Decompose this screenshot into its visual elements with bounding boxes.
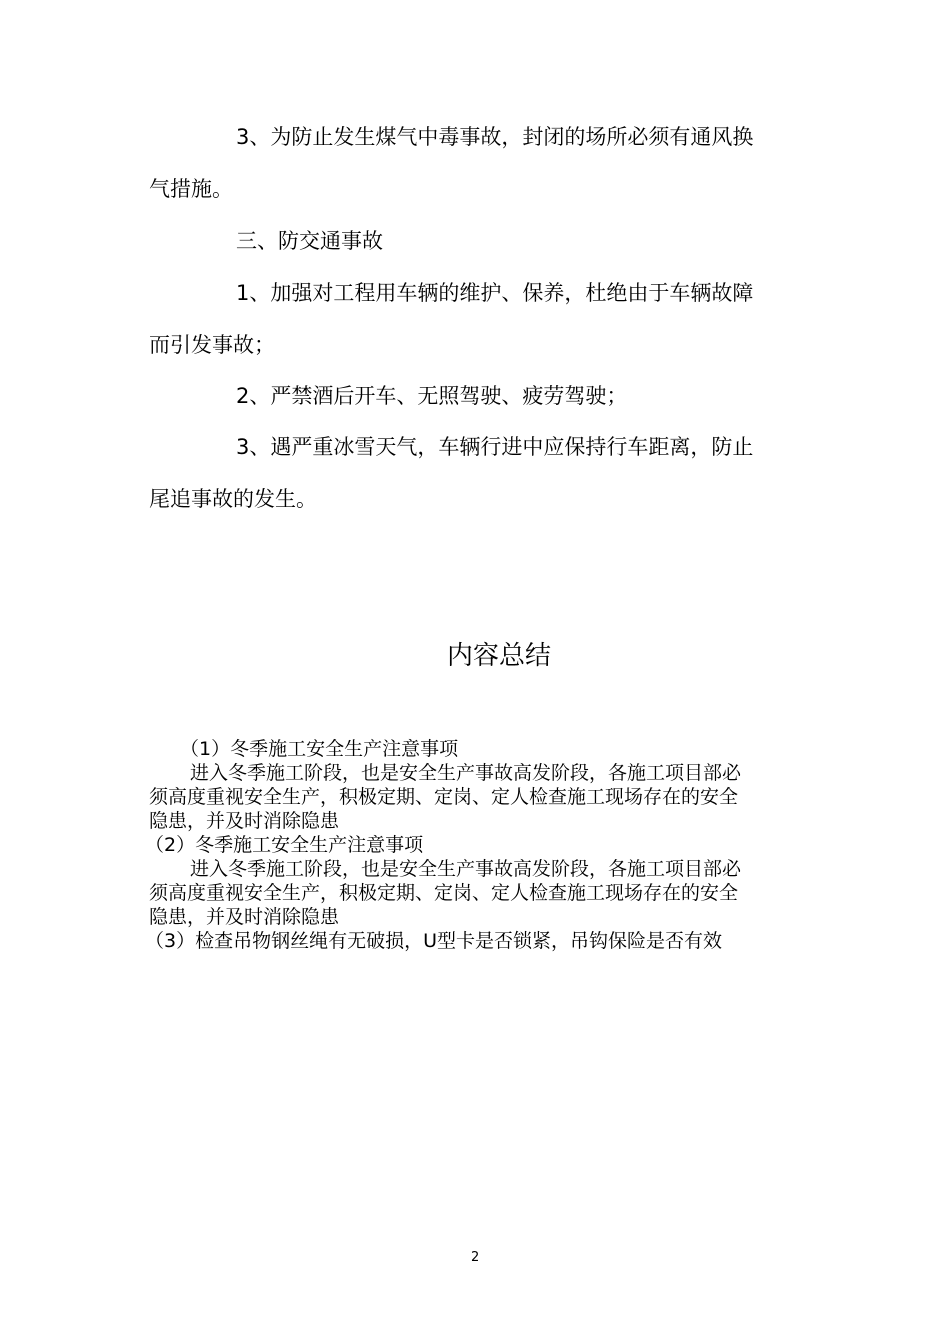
summary-line-9: （3）检查吊物钢丝绳有无破损，U型卡是否锁紧，吊钩保险是否有效: [145, 930, 722, 952]
body-line-5: 而引发事故；: [149, 333, 275, 357]
summary-line-3: 须高度重视安全生产，积极定期、定岗、定人检查施工现场存在的安全: [149, 786, 739, 808]
summary-line-2: 进入冬季施工阶段，也是安全生产事故高发阶段，各施工项目部必: [190, 762, 742, 784]
body-line-6: 2、严禁酒后开车、无照驾驶、疲劳驾驶；: [236, 384, 628, 408]
summary-line-7: 须高度重视安全生产，积极定期、定岗、定人检查施工现场存在的安全: [149, 882, 739, 904]
summary-title: 内容总结: [447, 641, 552, 671]
body-line-7: 3、遇严重冰雪天气，车辆行进中应保持行车距离，防止: [236, 435, 754, 459]
summary-line-5: （2）冬季施工安全生产注意事项: [145, 834, 424, 856]
body-line-4: 1、加强对工程用车辆的维护、保养，杜绝由于车辆故障: [236, 281, 754, 305]
section-heading-traffic: 三、防交通事故: [236, 229, 383, 253]
summary-line-8: 隐患，并及时消除隐患: [149, 906, 340, 928]
page-number: 2: [471, 1250, 480, 1265]
body-line-8: 尾追事故的发生。: [149, 487, 317, 511]
body-line-1: 3、为防止发生煤气中毒事故，封闭的场所必须有通风换: [236, 125, 754, 149]
summary-line-1: （1）冬季施工安全生产注意事项: [180, 738, 459, 760]
summary-line-6: 进入冬季施工阶段，也是安全生产事故高发阶段，各施工项目部必: [190, 858, 742, 880]
body-line-2: 气措施。: [149, 177, 233, 201]
summary-line-4: 隐患，并及时消除隐患: [149, 810, 340, 832]
